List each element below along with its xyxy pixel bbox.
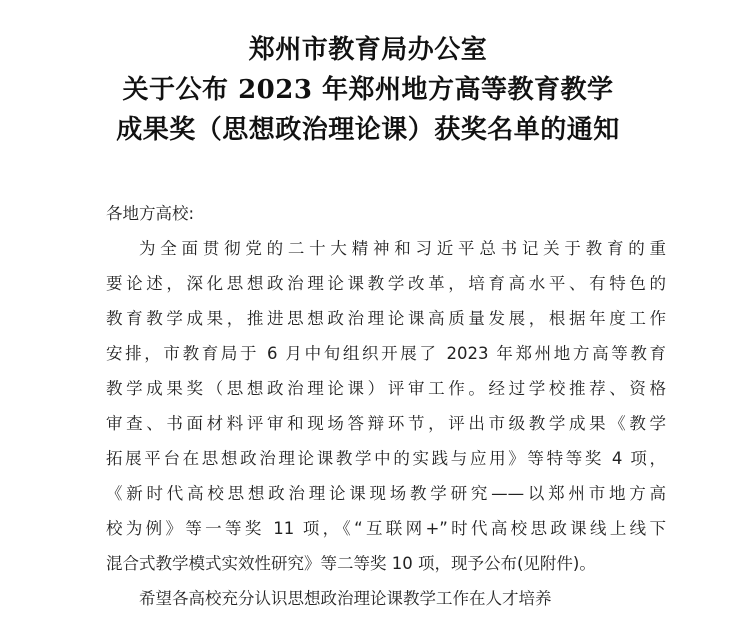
title-line-1: 郑州市教育局办公室 [248, 35, 488, 65]
paragraph-1-line: 安排，市教育局于 6 月中旬组织开展了 2023 年郑州地方高等教育 [106, 344, 666, 363]
paragraph-1-line: 拓展平台在思想政治理论课教学中的实践与应用》等特等奖 4 项， [106, 449, 666, 468]
paragraph-1-line: 《新时代高校思想政治理论课现场教学研究——以郑州市地方高 [106, 484, 666, 503]
paragraph-2-line: 希望各高校充分认识思想政治理论课教学工作在人才培养 [139, 589, 552, 608]
paragraph-2 [106, 581, 666, 616]
paragraph-1-line: 为全面贯彻党的二十大精神和习近平总书记关于教育的重 [139, 239, 666, 258]
document-body [106, 196, 666, 616]
title-line-2: 关于公布 2023 年郑州地方高等教育教学 [122, 75, 614, 105]
paragraph-1-line: 审查、书面材料评审和现场答辩环节，评出市级教学成果《教学 [106, 414, 666, 433]
title-line-3: 成果奖（思想政治理论课）获奖名单的通知 [116, 115, 620, 145]
paragraph-1-line: 混合式教学模式实效性研究》等二等奖 10 项，现予公布(见附件)。 [106, 554, 596, 573]
salutation: 各地方高校: [106, 204, 195, 223]
document-title [0, 30, 736, 150]
paragraph-1-line: 要论述，深化思想政治理论课教学改革，培育高水平、有特色的 [106, 274, 666, 293]
paragraph-1 [106, 231, 666, 581]
paragraph-1-line: 教学成果奖（思想政治理论课）评审工作。经过学校推荐、资格 [106, 379, 666, 398]
paragraph-1-line: 教育教学成果，推进思想政治理论课高质量发展，根据年度工作 [106, 309, 666, 328]
paragraph-1-line: 校为例》等一等奖 11 项，《“互联网+”时代高校思政课线上线下 [106, 519, 666, 538]
